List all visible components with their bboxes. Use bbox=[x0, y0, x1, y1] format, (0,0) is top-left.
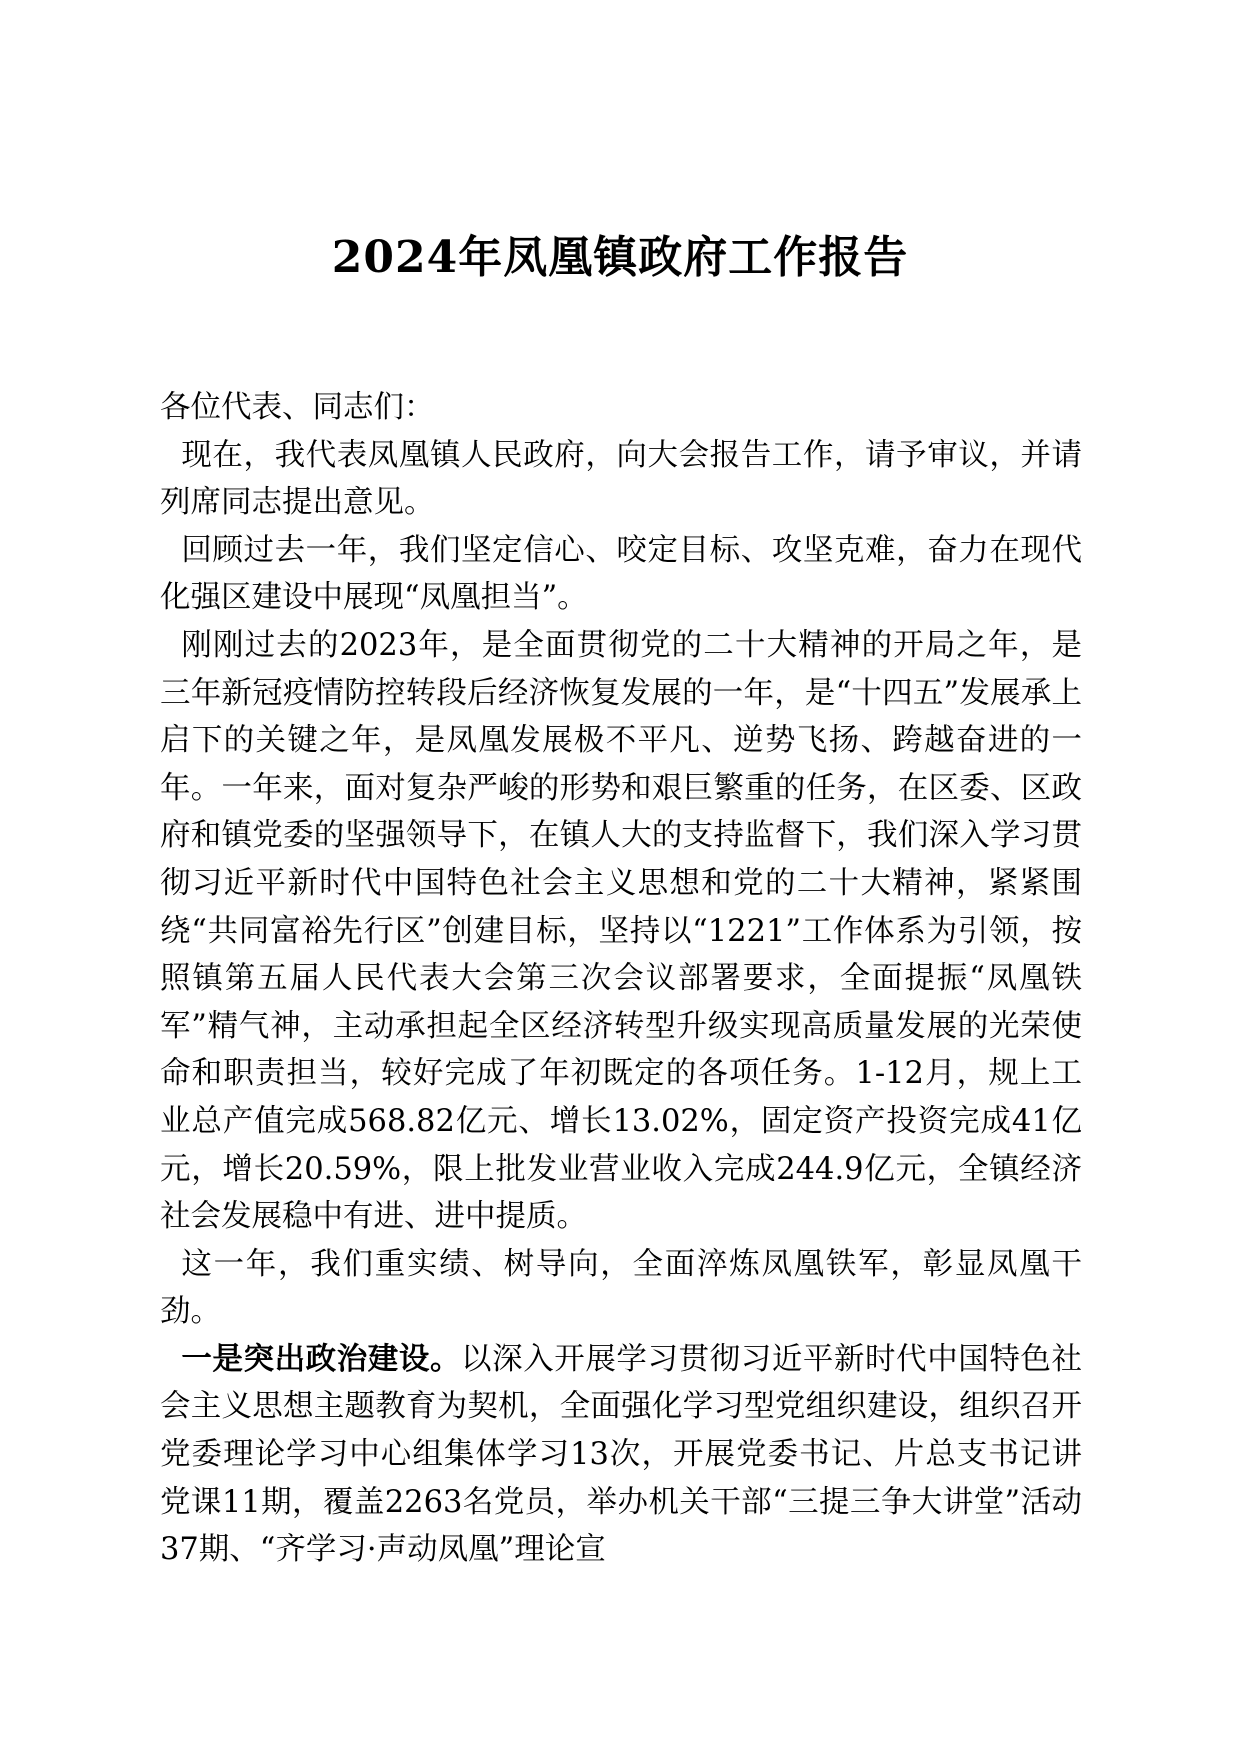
section-lead-text: 以深入开展学习贯彻习近平新时代中国特色社会主义思想主题教育为契机，全面强化学习型党组织建设，组织召开党委理论学习中心组集体学习13次，开展党委书记、片总支书记讲党课11期，覆盖2263名党员，举办机关干部“三提三争大讲堂”活动37期、“齐学习·声动凤凰”理论宣 bbox=[160, 1341, 1083, 1568]
document-body bbox=[160, 384, 1082, 1574]
section-lead-heading: 一是突出政治建设。 bbox=[181, 1340, 462, 1377]
paragraph-this-year: 这一年，我们重实绩、树导向，全面淬炼凤凰铁军，彰显凤凰干劲。 bbox=[160, 1246, 1082, 1330]
paragraph-summary-2023: 刚刚过去的2023年，是全面贯彻党的二十大精神的开局之年，是三年新冠疫情防控转段后经济恢复发展的一年，是“十四五”发展承上启下的关键之年，是凤凰发展极不平凡、逆势飞扬、跨越奋进的一年。一年来，面对复杂严峻的形势和艰巨繁重的任务，在区委、区政府和镇党委的坚强领导下，在镇人大的支持监督下，我们深入学习贯彻习近平新时代中国特色社会主义思想和党的二十大精神，紧紧围绕“共同富裕先行区”创建目标，坚持以“1221”工作体系为引领，按照镇第五届人民代表大会第三次会议部署要求，全面提振“凤凰铁军”精气神，主动承担起全区经济转型升级实现高质量发展的光荣使命和职责担当，较好完成了年初既定的各项任务。1-12月，规上工业总产值完成568.82亿元、增长13.02%，固定资产投资完成41亿元，增长20.59%，限上批发业营业收入完成244.9亿元，全镇经济社会发展稳中有进、进中提质。 bbox=[160, 627, 1082, 1235]
paragraph-review: 回顾过去一年，我们坚定信心、咬定目标、攻坚克难，奋力在现代化强区建设中展现“凤凰担当”。 bbox=[160, 532, 1082, 616]
document-title: 2024年凤凰镇政府工作报告 bbox=[331, 232, 909, 283]
paragraph-political-building bbox=[160, 1336, 1082, 1574]
paragraph-intro: 现在，我代表凤凰镇人民政府，向大会报告工作，请予审议，并请列席同志提出意见。 bbox=[160, 437, 1082, 521]
salutation: 各位代表、同志们： bbox=[160, 390, 435, 425]
